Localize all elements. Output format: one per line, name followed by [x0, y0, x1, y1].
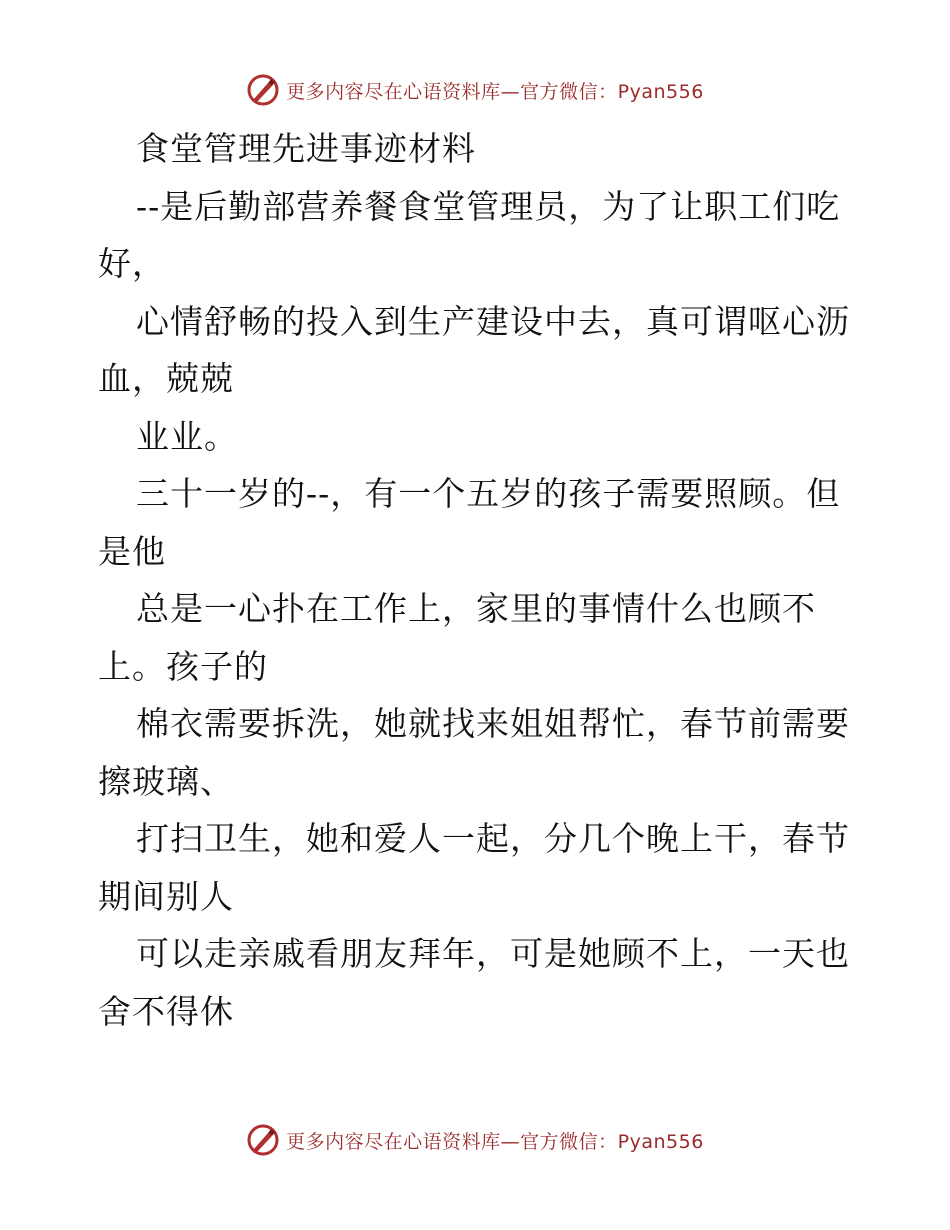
- footer-banner: [0, 1120, 950, 1160]
- footer-banner-text: 更多内容尽在心语资料库—官方微信：Pyan556: [286, 1130, 704, 1153]
- doc-line: 三十一岁的--，有一个五岁的孩子需要照顾。但: [136, 474, 841, 513]
- pen-logo-icon: [246, 1123, 280, 1157]
- document-body: [98, 120, 858, 1040]
- doc-line: 心情舒畅的投入到生产建设中去，真可谓呕心沥: [136, 301, 850, 341]
- doc-title: 食堂管理先进事迹材料: [136, 129, 476, 168]
- header-banner-text: 更多内容尽在心语资料库—官方微信：Pyan556: [286, 80, 704, 103]
- footer-banner-content: [246, 1123, 704, 1157]
- header-banner: [0, 70, 950, 110]
- doc-line: 上。孩子的: [98, 646, 268, 686]
- doc-line: 期间别人: [98, 876, 234, 916]
- doc-line: --是后勤部营养餐食堂管理员，为了让职工们吃: [136, 186, 841, 226]
- doc-line: 总是一心扑在工作上，家里的事情什么也顾不: [136, 589, 816, 628]
- doc-line: 可以走亲戚看朋友拜年，可是她顾不上，一天也: [136, 934, 850, 973]
- doc-line: 打扫卫生，她和爱人一起，分几个晚上干，春节: [136, 819, 850, 858]
- header-banner-content: [246, 73, 704, 107]
- doc-line: 业业。: [136, 416, 238, 456]
- doc-line: 血，兢兢: [98, 359, 234, 398]
- doc-line: 是他: [98, 531, 166, 571]
- doc-line: 棉衣需要拆洗，她就找来姐姐帮忙，春节前需要: [136, 704, 850, 743]
- doc-line: 擦玻璃、: [98, 761, 234, 801]
- doc-line: 舍不得休: [98, 991, 234, 1031]
- doc-line: 好，: [98, 244, 166, 283]
- pen-logo-icon: [246, 73, 280, 107]
